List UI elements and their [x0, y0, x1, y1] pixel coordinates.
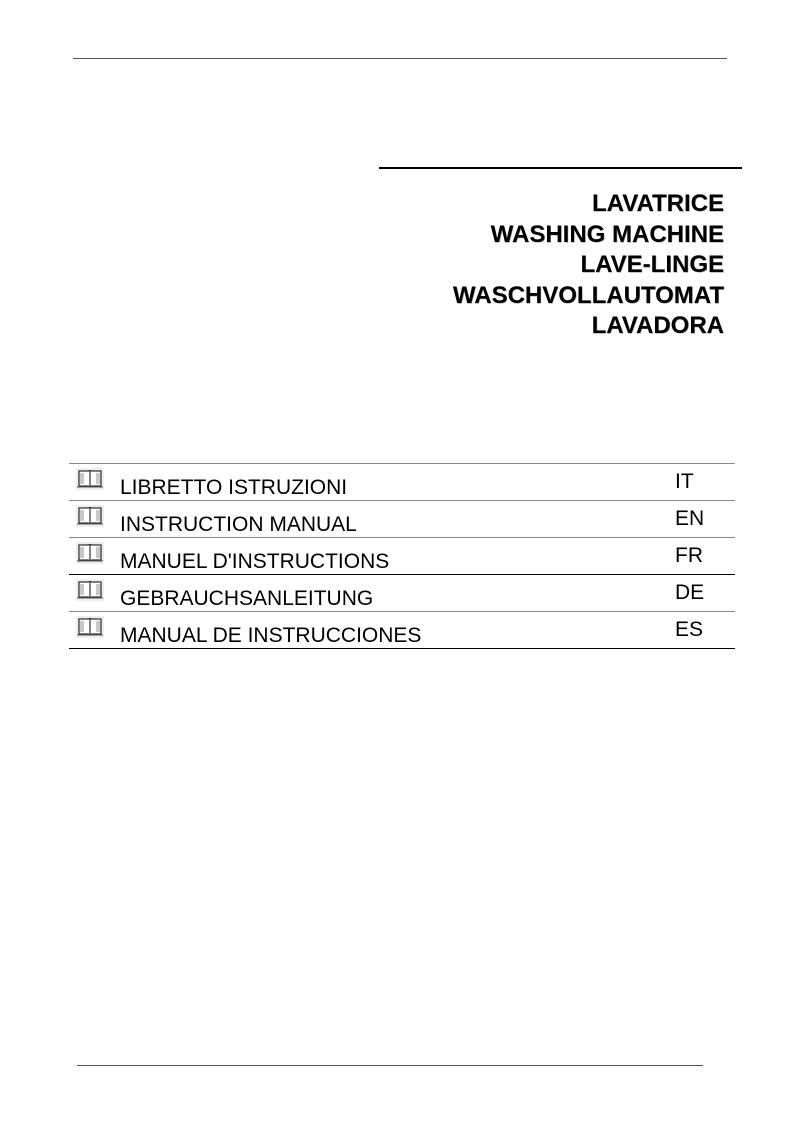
top-rule	[73, 58, 727, 59]
book-icon	[76, 579, 104, 601]
manual-row-fr	[69, 537, 735, 574]
manual-label: INSTRUCTION MANUAL	[120, 513, 357, 536]
language-code: FR	[675, 544, 703, 567]
manual-language-list	[69, 463, 735, 649]
book-icon	[76, 616, 104, 638]
bottom-rule	[77, 1065, 703, 1066]
language-code: DE	[675, 581, 705, 604]
manual-label: GEBRAUCHSANLEITUNG	[120, 587, 374, 610]
list-bottom-rule	[69, 648, 735, 649]
book-icon	[76, 468, 104, 490]
title-de: WASCHVOLLAUTOMAT	[452, 281, 724, 309]
title-fr: LAVE-LINGE	[580, 251, 724, 278]
manual-label: MANUEL D'INSTRUCTIONS	[120, 550, 390, 573]
manual-row-it	[69, 463, 735, 500]
title-es: LAVADORA	[591, 312, 724, 339]
manual-row-es	[69, 611, 735, 648]
language-code: ES	[675, 618, 704, 641]
product-titles	[453, 189, 724, 342]
title-en: WASHING MACHINE	[490, 220, 724, 248]
title-it: LAVATRICE	[592, 190, 724, 217]
language-code: EN	[675, 507, 705, 530]
title-rule	[379, 167, 742, 169]
manual-row-de	[69, 574, 735, 611]
language-code: IT	[675, 470, 694, 493]
book-icon	[76, 505, 104, 527]
manual-label: LIBRETTO ISTRUZIONI	[120, 476, 348, 499]
book-icon	[76, 542, 104, 564]
manual-label: MANUAL DE INSTRUCCIONES	[120, 624, 422, 647]
manual-row-en	[69, 500, 735, 537]
